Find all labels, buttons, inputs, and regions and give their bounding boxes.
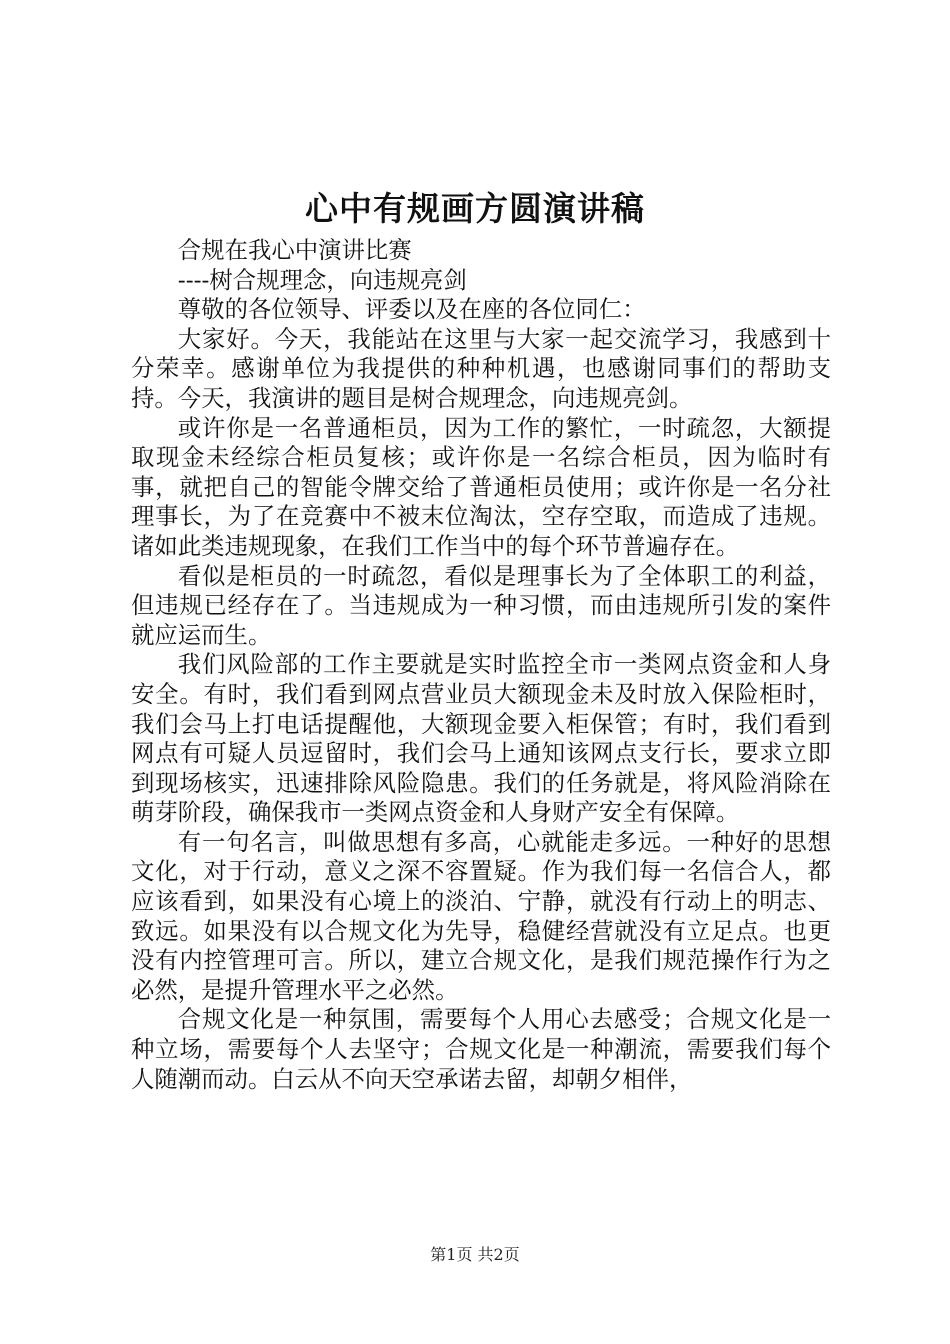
paragraph-consequence: 看似是柜员的一时疏忽，看似是理事长为了全体职工的利益，但违规已经存在了。当违规成为一种习惯，而由违规所引发的案件就应运而生。	[131, 561, 831, 649]
paragraph-risk-department: 我们风险部的工作主要就是实时监控全市一类网点资金和人身安全。有时，我们看到网点营业员大额现金未及时放入保险柜时，我们会马上打电话提醒他，大额现金要入柜保管；有时，我们看到网点有可疑人员逗留时，我们会马上通知该网点支行长，要求立即到现场核实，迅速排除风险隐患。我们的任务就是，将风险消除在萌芽阶段，确保我市一类网点资金和人身财产安全有保障。	[131, 650, 831, 827]
paragraph-event-name: 合规在我心中演讲比赛	[177, 236, 412, 264]
page-footer: 第1页 共2页	[430, 1245, 520, 1264]
paragraph-subtitle: ----树合规理念，向违规亮剑	[177, 265, 467, 294]
paragraph-examples: 或许你是一名普通柜员，因为工作的繁忙，一时疏忽，大额提取现金未经综合柜员复核；或许你是一名综合柜员，因为临时有事，就把自己的智能令牌交给了普通柜员使用；或许你是一名分社理事长，为了在竞赛中不被末位淘汰，空存空取，而造成了违规。诸如此类违规现象，在我们工作当中的每个环节普遍存在。	[131, 413, 831, 560]
document-body	[131, 236, 831, 1094]
paragraph-salutation: 尊敬的各位领导、评委以及在座的各位同仁：	[177, 295, 646, 324]
paragraph-greeting: 大家好。今天，我能站在这里与大家一起交流学习，我感到十分荣幸。感谢单位为我提供的种种机遇，也感谢同事们的帮助支持。今天，我演讲的题目是树合规理念，向违规亮剑。	[131, 324, 831, 412]
paragraph-culture: 有一句名言，叫做思想有多高，心就能走多远。一种好的思想文化，对于行动，意义之深不容置疑。作为我们每一名信合人，都应该看到，如果没有心境上的淡泊、宁静，就没有行动上的明志、致远。如果没有以合规文化为先导，稳健经营就没有立足点。也更没有内控管理可言。所以，建立合规文化，是我们规范操作行为之必然，是提升管理水平之必然。	[131, 827, 831, 1004]
document-title: 心中有规画方圆演讲稿	[305, 189, 645, 228]
paragraph-atmosphere: 合规文化是一种氛围，需要每个人用心去感受；合规文化是一种立场，需要每个人去坚守；合规文化是一种潮流，需要我们每个人随潮而动。白云从不向天空承诺去留，却朝夕相伴，	[131, 1005, 831, 1093]
